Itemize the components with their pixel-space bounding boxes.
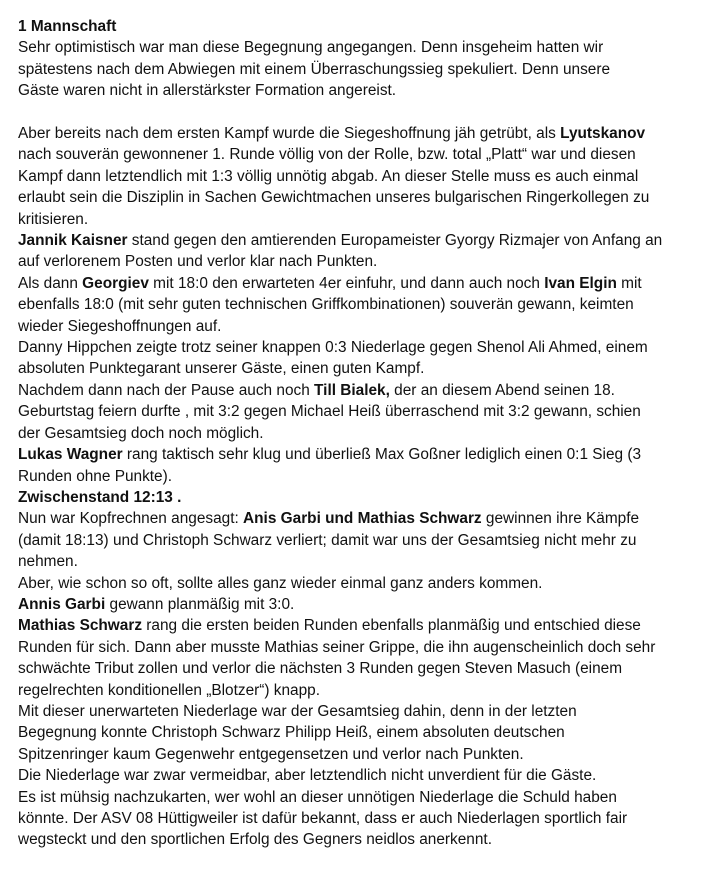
text-line (18, 573, 702, 594)
paragraph (18, 37, 702, 101)
text-run: absoluten Punktegarant unserer Gäste, einen guten Kampf. (18, 360, 425, 378)
text-line (18, 380, 702, 401)
text-run: stand gegen den amtierenden Europameister Gyorgy Rizmajer von Anfang an (127, 232, 663, 250)
text-run: der an diesem Abend seinen 18. (389, 381, 615, 399)
text-line (18, 316, 702, 337)
text-line (18, 765, 702, 786)
text-run: erlaubt sein die Disziplin in Sachen Gewichtmachen unseres bulgarischen Ringerkollegen zu (18, 189, 650, 207)
text-line (18, 829, 702, 850)
text-run: kritisieren. (18, 210, 89, 228)
text-line (18, 637, 702, 658)
paragraph (18, 573, 702, 594)
text-run: Nun war Kopfrechnen angesagt: (18, 510, 244, 528)
text-run: mit (616, 274, 642, 292)
paragraph (18, 787, 702, 851)
text-run: auf verlorenem Posten und verlor klar nach Punkten. (18, 253, 378, 271)
text-run: Aber, wie schon so oft, sollte alles ganz wieder einmal ganz anders kommen. (18, 574, 543, 592)
bold-name: Jannik Kaisner (18, 232, 128, 250)
text-run: wegsteckt und den sportlichen Erfolg des Gegners neidlos anerkennt. (18, 831, 492, 849)
bold-name: Till Bialek, (314, 381, 390, 399)
text-run: Geburtstag feiern durfte , mit 3:2 gegen Michael Heiß überraschend mit 3:2 gewann, schien (18, 403, 641, 421)
bold-name: Lyutskanov (560, 125, 646, 143)
document-body (18, 37, 702, 850)
paragraph (18, 380, 702, 444)
text-run: gewinnen ihre Kämpfe (481, 510, 640, 528)
text-run: wieder Siegeshoffnungen auf. (18, 317, 222, 335)
text-run: ebenfalls 18:0 (mit sehr guten technischen Griffkombinationen) souverän gewann, keimten (18, 296, 634, 314)
text-line (18, 209, 702, 230)
text-run: schwächte Tribut zollen und verlor die nächsten 3 Runden gegen Steven Masuch (einem (18, 660, 623, 678)
text-run: Runden ohne Punkte). (18, 467, 173, 485)
bold-name: Ivan Elgin (544, 274, 617, 292)
text-line (18, 401, 702, 422)
text-line (18, 187, 702, 208)
text-run: nehmen. (18, 553, 78, 571)
text-line (18, 273, 702, 294)
text-run: Runden für sich. Dann aber musste Mathias seiner Grippe, die ihn augenscheinlich doch sehr (18, 638, 656, 656)
bold-name: Annis Garbi (18, 595, 106, 613)
paragraph (18, 594, 702, 615)
text-line (18, 615, 702, 636)
text-line (18, 230, 702, 251)
text-run: mit 18:0 den erwarteten 4er einfuhr, und dann auch noch (148, 274, 545, 292)
text-run: Aber bereits nach dem ersten Kampf wurde die Siegeshoffnung jäh getrübt, als (18, 125, 561, 143)
text-run: Nachdem dann nach der Pause auch noch (18, 381, 315, 399)
text-run: (damit 18:13) und Christoph Schwarz verliert; damit war uns der Gesamtsieg nicht mehr zu (18, 531, 637, 549)
text-run: Als dann (18, 274, 83, 292)
text-run: regelrechten konditionellen „Blotzer“) knapp. (18, 681, 320, 699)
text-line (18, 744, 702, 765)
paragraph (18, 230, 702, 273)
text-run: Mit dieser unerwarteten Niederlage war der Gesamtsieg dahin, denn in der letzten (18, 702, 577, 720)
text-line (18, 551, 702, 572)
bold-name: Lukas Wagner (18, 446, 123, 464)
bold-name: Georgiev (82, 274, 149, 292)
text-run: Spitzenringer kaum Gegenwehr entgegensetzen und verlor nach Punkten. (18, 745, 524, 763)
text-run: könnte. Der ASV 08 Hüttigweiler ist dafür bekannt, dass er auch Niederlagen sportlich fair (18, 810, 628, 828)
paragraph (18, 273, 702, 337)
text-line (18, 487, 702, 508)
text-run: Es ist mühsig nachzukarten, wer wohl an dieser unnötigen Niederlage die Schuld haben (18, 788, 617, 806)
text-line (18, 59, 702, 80)
text-line (18, 787, 702, 808)
text-line (18, 166, 702, 187)
text-line (18, 294, 702, 315)
bold-name: Mathias Schwarz (18, 617, 143, 635)
text-line (18, 358, 702, 379)
text-run: Kampf dann letztendlich mit 1:3 völlig unnötig abgab. An dieser Stelle muss es auch einmal (18, 167, 639, 185)
text-run: Die Niederlage war zwar vermeidbar, aber letztendlich nicht unverdient für die Gäste. (18, 767, 597, 785)
paragraph (18, 444, 702, 487)
text-line (18, 423, 702, 444)
text-line (18, 337, 702, 358)
paragraph (18, 765, 702, 786)
text-line (18, 251, 702, 272)
text-run: Sehr optimistisch war man diese Begegnung angegangen. Denn insgeheim hatten wir (18, 39, 604, 57)
paragraph (18, 337, 702, 380)
text-run: Begegnung konnte Christoph Schwarz Philipp Heiß, einem absoluten deutschen (18, 724, 565, 742)
text-line (18, 680, 702, 701)
bold-name: Zwischenstand 12:13 . (18, 488, 182, 506)
text-line (18, 530, 702, 551)
text-line (18, 144, 702, 165)
text-line (18, 701, 702, 722)
text-line (18, 658, 702, 679)
paragraph-spacer (18, 102, 702, 123)
paragraph (18, 615, 702, 701)
text-line (18, 37, 702, 58)
paragraph (18, 508, 702, 572)
text-line (18, 123, 702, 144)
text-run: Danny Hippchen zeigte trotz seiner knappen 0:3 Niederlage gegen Shenol Ali Ahmed, einem (18, 339, 648, 357)
text-run: nach souverän gewonnener 1. Runde völlig von der Rolle, bzw. total „Platt“ war und diesen (18, 146, 636, 164)
text-line (18, 808, 702, 829)
text-line (18, 444, 702, 465)
text-run: Gäste waren nicht in allerstärkster Formation angereist. (18, 82, 397, 100)
text-line (18, 594, 702, 615)
text-line (18, 722, 702, 743)
document-heading: 1 Mannschaft (18, 18, 117, 35)
paragraph (18, 701, 702, 765)
text-run: spätestens nach dem Abwiegen mit einem Überraschungssieg spekuliert. Denn unsere (18, 60, 611, 78)
text-run: gewann planmäßig mit 3:0. (105, 595, 295, 613)
text-line (18, 508, 702, 529)
text-run: der Gesamtsieg doch noch möglich. (18, 424, 264, 442)
text-run: rang die ersten beiden Runden ebenfalls planmäßig und entschied diese (142, 617, 641, 635)
text-run: rang taktisch sehr klug und überließ Max Goßner lediglich einen 0:1 Sieg (3 (122, 446, 642, 464)
text-line (18, 80, 702, 101)
bold-name: Anis Garbi und Mathias Schwarz (243, 510, 482, 528)
paragraph (18, 123, 702, 230)
text-line (18, 466, 702, 487)
paragraph (18, 487, 702, 508)
